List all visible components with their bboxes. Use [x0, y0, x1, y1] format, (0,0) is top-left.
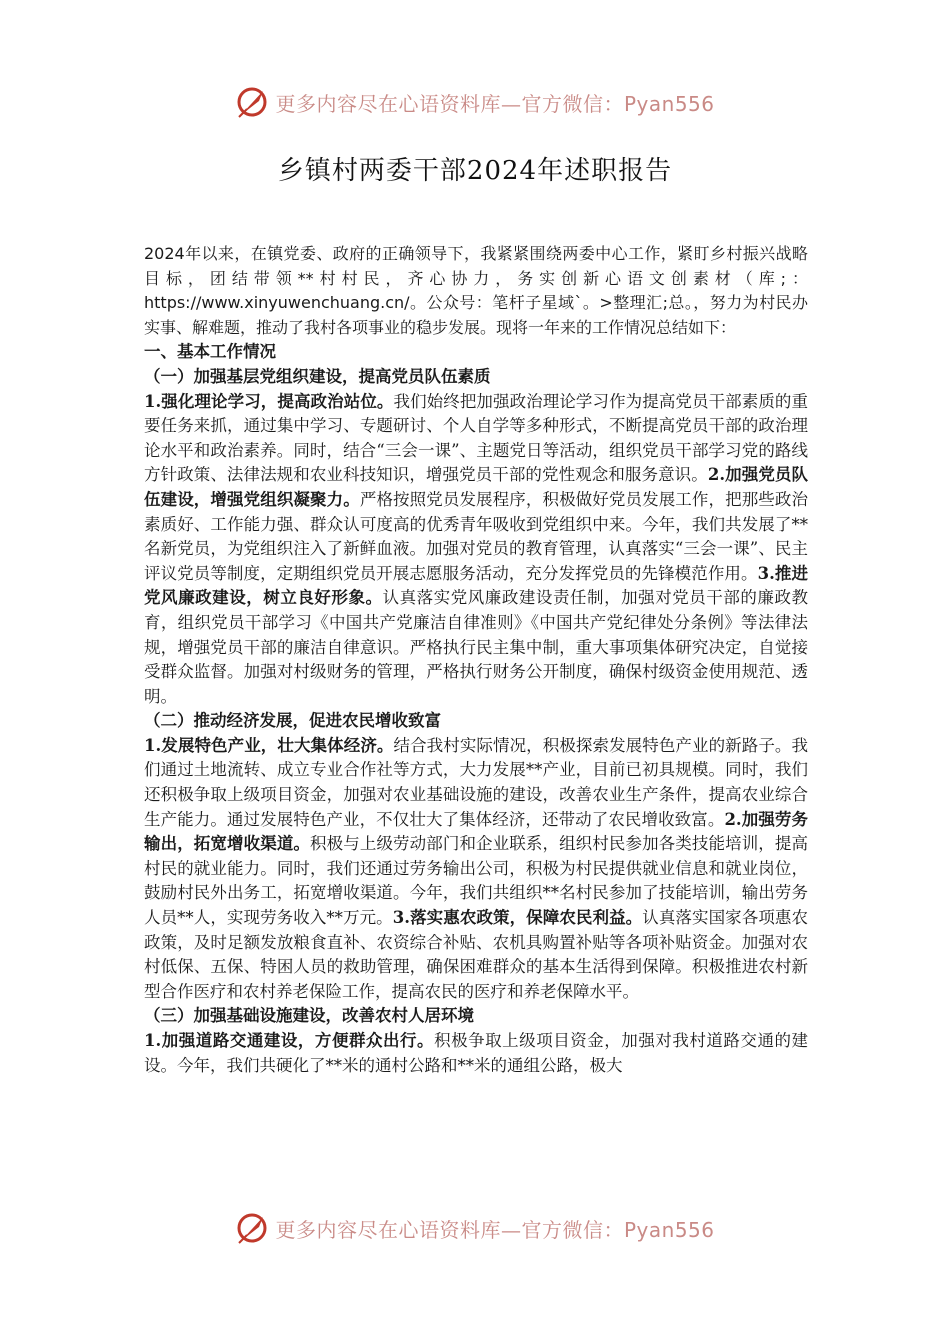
watermark-text: 更多内容尽在心语资料库—官方微信：Pyan556 [275, 91, 715, 116]
paragraph-economy: 1.发展特色产业，壮大集体经济。结合我村实际情况，积极探索发展特色产业的新路子。我们通过土地流转、成立专业合作社等方式，大力发展**产业，目前已初具规模。同时，我们还积极争取上级项目资金，加强对农业基础设施的建设，改善农业生产条件，提高农业综合生产能力。通过发展特色产业，不仅壮大了集体经济，还带动了农民增收致富。2.加强劳务输出，拓宽增收渠道。积极与上级劳动部门和企业联系，组织村民参加各类技能培训，提高村民的就业能力。同时，我们还通过劳务输出公司，积极为村民提供就业信息和就业岗位，鼓励村民外出务工，拓宽增收渠道。今年，我们共组织**名村民参加了技能培训，输出劳务人员**人，实现劳务收入**万元。3.落实惠农政策，保障农民利益。认真落实国家各项惠农政策，及时足额发放粮食直补、农资综合补贴、农机具购置补贴等各项补贴资金。加强对农村低保、五保、特困人员的救助管理，确保困难群众的基本生活得到保障。积极推进农村新型合作医疗和农村养老保险工作，提高农民的医疗和养老保障水平。 [144, 735, 809, 1001]
point-title: 3.推进党风廉政建设，树立良好形象。 [144, 563, 809, 608]
point-title: 2.加强劳务输出，拓宽增收渠道。 [144, 809, 808, 854]
section-heading: 一、基本工作情况 [144, 342, 276, 362]
subsection-heading-3: （三）加强基础设施建设，改善农村人居环境 [144, 1006, 474, 1026]
subsection-heading-2: （二）推动经济发展，促进农民增收致富 [144, 711, 441, 731]
point-title: 3.落实惠农政策，保障农民利益。 [392, 908, 643, 928]
header-watermark-banner [0, 82, 950, 122]
document-title: 乡镇村两委干部2024年述职报告 [277, 156, 673, 186]
footer-watermark-banner [0, 1208, 950, 1248]
point-title: 2.加强党员队伍建设，增强党组织凝聚力。 [144, 465, 809, 509]
subsection-heading-1: （一）加强基层党组织建设，提高党员队伍素质 [144, 366, 491, 386]
quill-logo-icon [235, 85, 269, 119]
paragraph-party-building: 1.强化理论学习，提高政治站位。我们始终把加强政治理论学习作为提高党员干部素质的重要任务来抓，通过集中学习、专题研讨、个人自学等多种形式，不断提高党员干部的政治理论水平和政治素养。同时，结合“三会一课”、主题党日等活动，组织党员干部学习党的路线方针政策、法律法规和农业科技知识，增强党员干部的党性观念和服务意识。2.加强党员队伍建设，增强党组织凝聚力。严格按照党员发展程序，积极做好党员发展工作，把那些政治素质好、工作能力强、群众认可度高的优秀青年吸收到党组织中来。今年，我们共发展了**名新党员，为党组织注入了新鲜血液。加强对党员的教育管理，认真落实“三会一课”、民主评议党员等制度，定期组织党员开展志愿服务活动，充分发挥党员的先锋模范作用。3.推进党风廉政建设，树立良好形象。认真落实党风廉政建设责任制，加强对党员干部的廉政教育，组织党员干部学习《中国共产党廉洁自律准则》《中国共产党纪律处分条例》等法律法规，增强党员干部的廉洁自律意识。严格执行民主集中制，重大事项集体研究决定，自觉接受群众监督。加强对村级财务的管理，严格执行财务公开制度，确保村级资金使用规范、透明。 [144, 391, 809, 706]
quill-logo-icon [235, 1211, 269, 1245]
document-body [144, 242, 808, 1078]
point-title: 1.发展特色产业，壮大集体经济。 [144, 735, 394, 755]
intro-paragraph: 2024年以来，在镇党委、政府的正确领导下，我紧紧围绕两委中心工作，紧盯乡村振兴战略目标，团结带领**村村民，齐心协力，务实创新心语文创素材（库;： https://www.xinyuwenchuang.cn/。公众号：笔杆子星域`。>整理汇;总。，努力为村民办实事、解难题，推动了我村各项事业的稳步发展。现将一年来的工作情况总结如下： [144, 244, 808, 337]
point-title: 1.加强道路交通建设，方便群众出行。 [144, 1031, 435, 1050]
paragraph-infrastructure: 1.加强道路交通建设，方便群众出行。积极争取上级项目资金，加强对我村道路交通的建设。今年，我们共硬化了**米的通村公路和**米的通组公路，极大 [144, 1031, 809, 1075]
point-title: 1.强化理论学习，提高政治站位。 [144, 391, 394, 411]
watermark-text: 更多内容尽在心语资料库—官方微信：Pyan556 [275, 1217, 715, 1242]
